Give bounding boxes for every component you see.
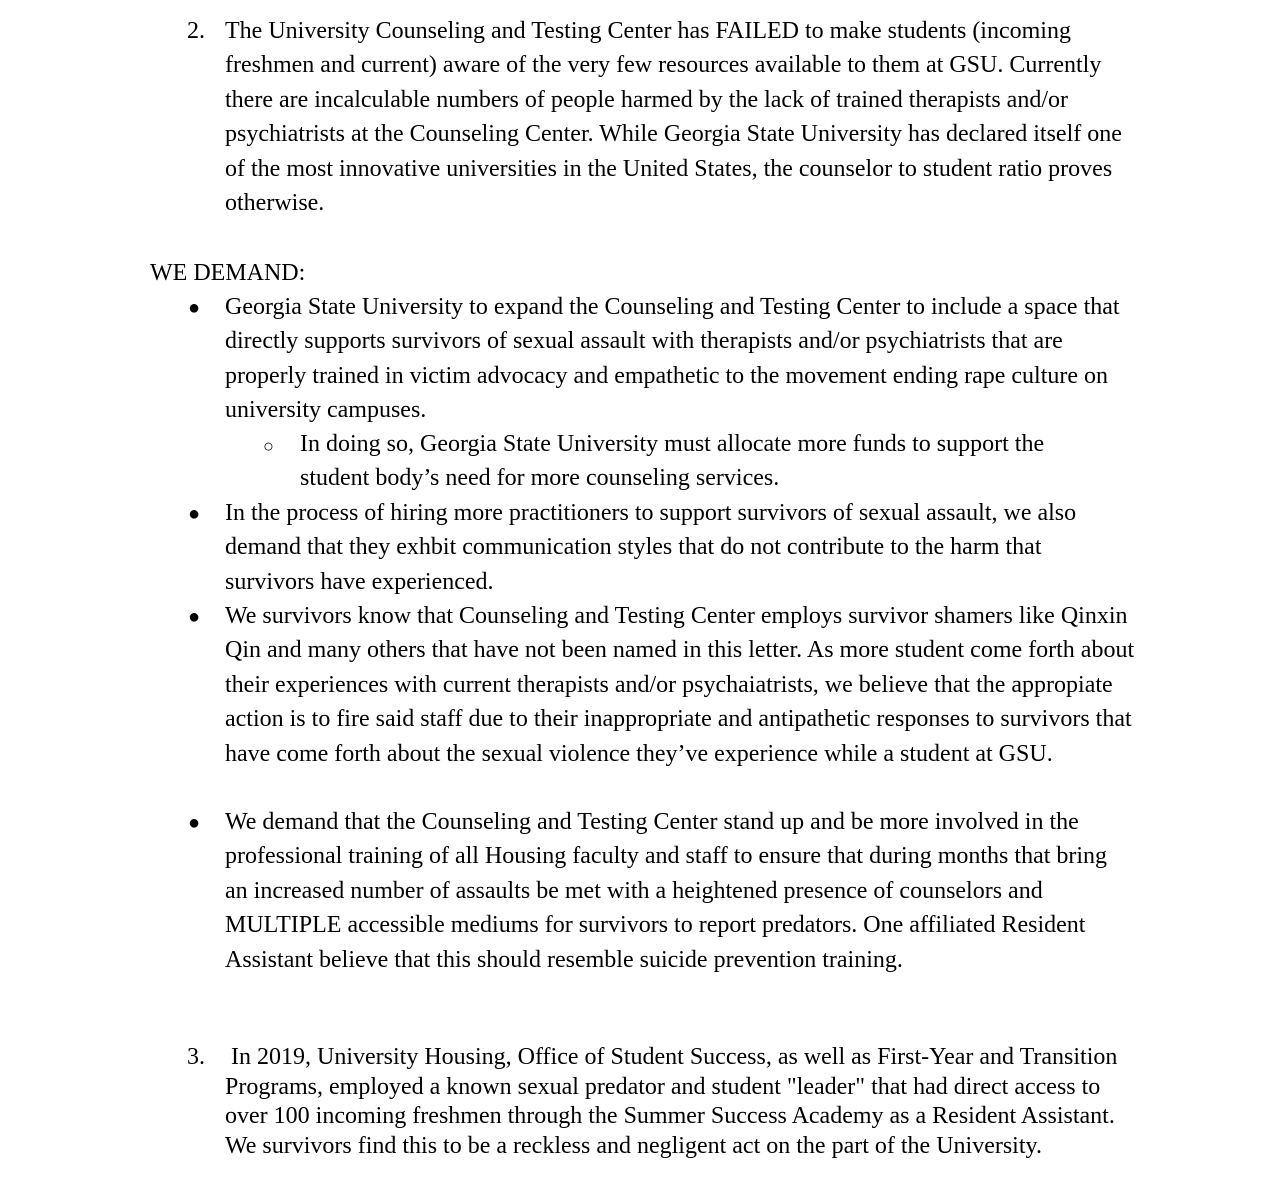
- bullet-text: In the process of hiring more practitioners to support survivors of sexual assault, we also demand that they exhbit communication styles that do not contribute to the harm that survivors have experienced.: [225, 500, 1077, 595]
- paragraph-text: The University Counseling and Testing Center has FAILED to make students (incoming freshmen and current) aware of the very few resources available to them at GSU. Currently there are incalculable numbers of people harmed by the lack of trained therapists and/or psychiatrists at the Counseling Center. While Georgia State University has declared itself one of the most innovative universities in the United States, the counselor to student ratio proves otherwise.: [225, 18, 1122, 217]
- bullet-marker: ●: [188, 297, 201, 319]
- sub-bullet-marker: ○: [263, 436, 274, 456]
- demand-heading: WE DEMAND:: [150, 260, 306, 286]
- bullet-marker: ●: [188, 503, 201, 525]
- sub-bullet-text: In doing so, Georgia State University must allocate more funds to support the student body’s need for more counseling services.: [300, 431, 1045, 492]
- bullet-marker: ●: [188, 606, 201, 628]
- paragraph-text: In 2019, University Housing, Office of Student Success, as well as First-Year and Transition Programs, employed a known sexual predator and student "leader" that had direct access to over 100 incoming freshmen through the Summer Success Academy as a Resident Assistant. We survivors find this to be a reckless and negligent act on the part of the University.: [225, 1044, 1118, 1160]
- list-number: 2.: [187, 18, 205, 44]
- list-number: 3.: [187, 1044, 205, 1070]
- bullet-marker: ●: [188, 812, 201, 834]
- bullet-text: We survivors know that Counseling and Testing Center employs survivor shamers like Qinxin Qin and many others that have not been named in this letter. As more student come forth about their experiences with current therapists and/or psychaiatrists, we believe that the appropiate action is to fire said staff due to their inappropriate and antipathetic responses to survivors that have come forth about the sexual violence they’ve experience while a student at GSU.: [225, 603, 1135, 767]
- bullet-text: We demand that the Counseling and Testing Center stand up and be more involved in the professional training of all Housing faculty and staff to ensure that during months that bring an increased number of assaults be met with a heightened presence of counselors and MULTIPLE accessible mediums for survivors to report predators. One affiliated Resident Assistant believe that this should resemble suicide prevention training.: [225, 809, 1108, 973]
- bullet-text: Georgia State University to expand the Counseling and Testing Center to include a space that directly supports survivors of sexual assault with therapists and/or psychiatrists that are properly trained in victim advocacy and empathetic to the movement ending rape culture on university campuses.: [225, 294, 1120, 424]
